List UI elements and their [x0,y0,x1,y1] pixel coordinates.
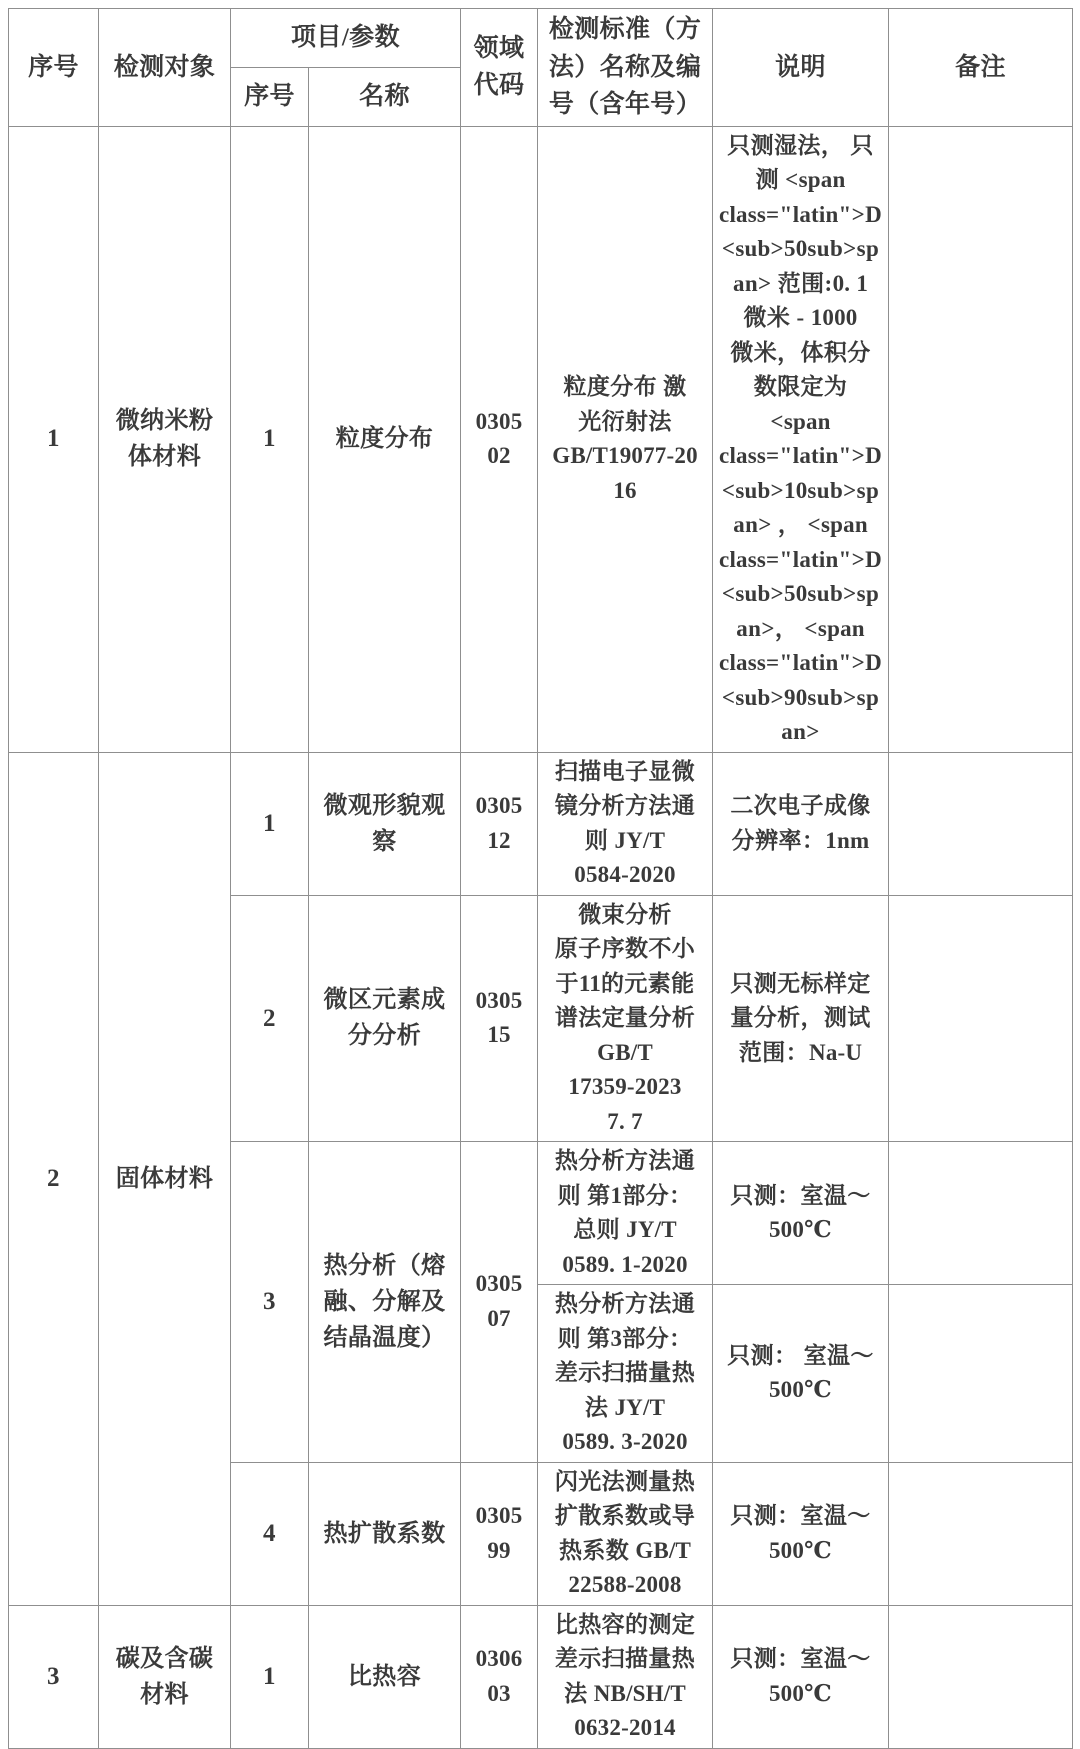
header-field-code [461,9,538,127]
cell-standard-line: 0584-2020 [574,862,676,887]
header-standard [538,9,713,127]
cell-field-code-line: 02 [487,443,511,468]
cell-item-index: 1 [231,126,309,752]
cell-standard-line: 法 JY/T [584,1394,666,1420]
cell-remark [889,1462,1073,1605]
cell-object-line: 材料 [140,1681,189,1708]
cell-item-name-line: 比热容 [347,1663,422,1690]
cell-standard-line: 微束分析 [578,901,672,927]
cell-field-code-line: 07 [487,1305,511,1331]
cell-item-name-line: 微区元素成 [323,987,446,1014]
cell-description [713,1462,889,1605]
cell-description-line: 范围：Na-U [738,1039,863,1065]
cell-field-code [461,1142,538,1463]
cell-description [713,752,889,895]
cell-description-line: <span class="latin">D<sub>10sub>span> ， <span class="latin">D<sub>50sub>span>， <span class="latin">D<sub>90sub>span> [719,408,882,744]
cell-standard-line: 法 NB/SH/T [564,1680,686,1706]
table-row [9,126,1073,752]
table-row [9,752,1073,895]
header-object: 检测对象 [99,9,231,127]
cell-item-index: 3 [231,1142,309,1463]
cell-standard [538,126,713,752]
cell-item-name-line: 微观形貌观 [323,792,446,819]
cell-object [99,752,231,1605]
cell-description [713,895,889,1142]
cell-field-code-line: 15 [487,1022,511,1048]
cell-object-line: 碳及含碳 [115,1645,214,1672]
cell-description-line: 分辨率：1nm [731,827,870,853]
cell-standard-line: 0589. 1-2020 [562,1251,688,1277]
cell-item-index: 2 [231,895,309,1142]
capability-table [8,8,1073,1749]
cell-field-code [461,1462,538,1605]
cell-standard-line: 光衍射法 [578,408,672,434]
table-body [9,126,1073,1748]
cell-standard-line: 扩散系数或导 [554,1503,696,1528]
cell-item-name-line: 分分析 [347,1023,422,1050]
cell-standard-line: 镜分析方法通 [554,793,696,818]
cell-item-index: 4 [231,1462,309,1605]
cell-item-name [309,126,461,752]
cell-standard-line: 22588-2008 [568,1572,682,1597]
header-item-name: 名称 [309,67,461,126]
cell-item-name-line: 粒度分布 [335,426,434,452]
cell-standard [538,1142,713,1285]
table-header [9,9,1073,127]
cell-description-line: 量分析，测试 [730,1005,871,1030]
cell-item-name-line: 融、分解及 [323,1288,446,1315]
cell-description-line: 数限定为 [753,374,848,399]
cell-item-name-line: 热扩散系数 [323,1520,446,1547]
cell-field-code-line: 0305 [475,1503,523,1528]
cell-field-code [461,126,538,752]
cell-description-line: 500℃ [768,1377,833,1403]
cell-standard-line: 0632-2014 [574,1715,676,1740]
cell-object-line: 体材料 [127,444,202,470]
cell-object-line: 微纳米粉 [115,408,214,434]
cell-standard-line: 差示扫描量热 [554,1646,696,1671]
table-row [9,1605,1073,1748]
header-standard-line2: 法）名称及编 [548,53,702,81]
cell-item-name-line: 结晶温度） [323,1324,446,1351]
cell-object-line: 固体材料 [115,1165,214,1192]
cell-description-line: 微米，体积分 [730,339,871,365]
cell-standard [538,752,713,895]
cell-item-name-line: 察 [372,828,397,855]
header-description: 说明 [713,9,889,127]
cell-description-line: 只测：室温～ [730,1503,871,1528]
cell-standard [538,1285,713,1463]
cell-field-code-line: 0306 [475,1646,523,1671]
cell-item-name [309,1605,461,1748]
header-standard-line3: 号（含年号） [548,91,702,118]
cell-standard-line: 总则 JY/T [573,1217,677,1242]
cell-description-line: 二次电子成像 [730,793,871,818]
cell-description-line: 只测湿法， 只 [727,132,874,158]
cell-standard [538,1462,713,1605]
cell-standard-line: 0589. 3-2020 [562,1429,688,1454]
cell-description-line: 只测： 室温～ [727,1342,874,1368]
cell-standard-line: 16 [613,477,637,503]
cell-remark [889,1285,1073,1463]
cell-item-index: 1 [231,1605,309,1748]
header-index: 序号 [9,9,99,127]
cell-standard-line: 谱法定量分析 [554,1005,696,1030]
header-item-group: 项目/参数 [231,9,461,68]
cell-standard-line: 于11的元素能 [555,970,695,996]
header-item-index: 序号 [231,67,309,126]
cell-index: 2 [9,752,99,1605]
cell-standard-line: 热分析方法通 [554,1291,696,1316]
cell-standard-line: 扫描电子显微 [554,758,696,784]
cell-index: 3 [9,1605,99,1748]
header-standard-line1: 检测标准（方 [548,16,702,43]
cell-standard-line: 7. 7 [607,1108,643,1134]
cell-remark [889,1142,1073,1285]
cell-standard-line: 比热容的测定 [554,1611,696,1637]
cell-standard-line: 则 第3部分： [557,1325,693,1351]
cell-item-name-line: 热分析（熔 [323,1252,446,1279]
header-field-code-line2: 代码 [473,72,525,100]
cell-remark [889,126,1073,752]
cell-field-code [461,895,538,1142]
cell-field-code-line: 0305 [475,987,523,1013]
cell-remark [889,1605,1073,1748]
cell-standard-line: 原子序数不小 [554,936,696,961]
cell-field-code-line: 12 [487,827,511,853]
cell-description-line: 只测：室温～ [730,1182,871,1208]
cell-remark [889,752,1073,895]
cell-item-name [309,1142,461,1463]
cell-description-line: 微米 - 1000 [743,305,858,330]
cell-standard [538,895,713,1142]
cell-description [713,126,889,752]
cell-standard-line: 差示扫描量热 [554,1360,696,1385]
cell-field-code-line: 0305 [475,1271,523,1297]
cell-index: 1 [9,126,99,752]
cell-description [713,1285,889,1463]
header-remark: 备注 [889,9,1073,127]
cell-description-line: 只测：室温～ [730,1646,871,1671]
cell-item-name [309,1462,461,1605]
cell-standard-line: 热系数 GB/T [558,1537,692,1563]
cell-item-name [309,752,461,895]
header-row-1 [9,9,1073,68]
cell-field-code [461,752,538,895]
cell-object [99,126,231,752]
cell-description-line: 500℃ [768,1217,833,1242]
cell-standard-line: GB/T19077-20 [552,443,698,468]
cell-field-code-line: 0305 [475,408,523,434]
cell-field-code [461,1605,538,1748]
cell-description [713,1142,889,1285]
cell-field-code-line: 03 [487,1680,511,1706]
cell-field-code-line: 0305 [475,793,523,818]
cell-standard-line: 则 第1部分： [557,1182,693,1208]
cell-standard-line: 热分析方法通 [554,1148,696,1173]
cell-object [99,1605,231,1748]
cell-description-line: 500℃ [768,1537,833,1563]
cell-item-index: 1 [231,752,309,895]
cell-standard-line: 则 JY/T [584,827,666,853]
header-field-code-line1: 领域 [473,34,525,62]
cell-standard-line: 粒度分布 激 [563,374,687,399]
cell-standard-line: GB/T [597,1039,653,1065]
cell-description-line: 500℃ [768,1680,833,1706]
cell-standard-line: 17359-2023 [568,1074,682,1099]
cell-description-line: 测 <span class="latin">D<sub>50sub>span> 范围:0. 1 [719,167,882,296]
cell-item-name [309,895,461,1142]
cell-remark [889,895,1073,1142]
cell-standard-line: 闪光法测量热 [554,1468,696,1494]
cell-description [713,1605,889,1748]
cell-field-code-line: 99 [487,1537,511,1563]
cell-standard [538,1605,713,1748]
cell-description-line: 只测无标样定 [730,970,871,996]
